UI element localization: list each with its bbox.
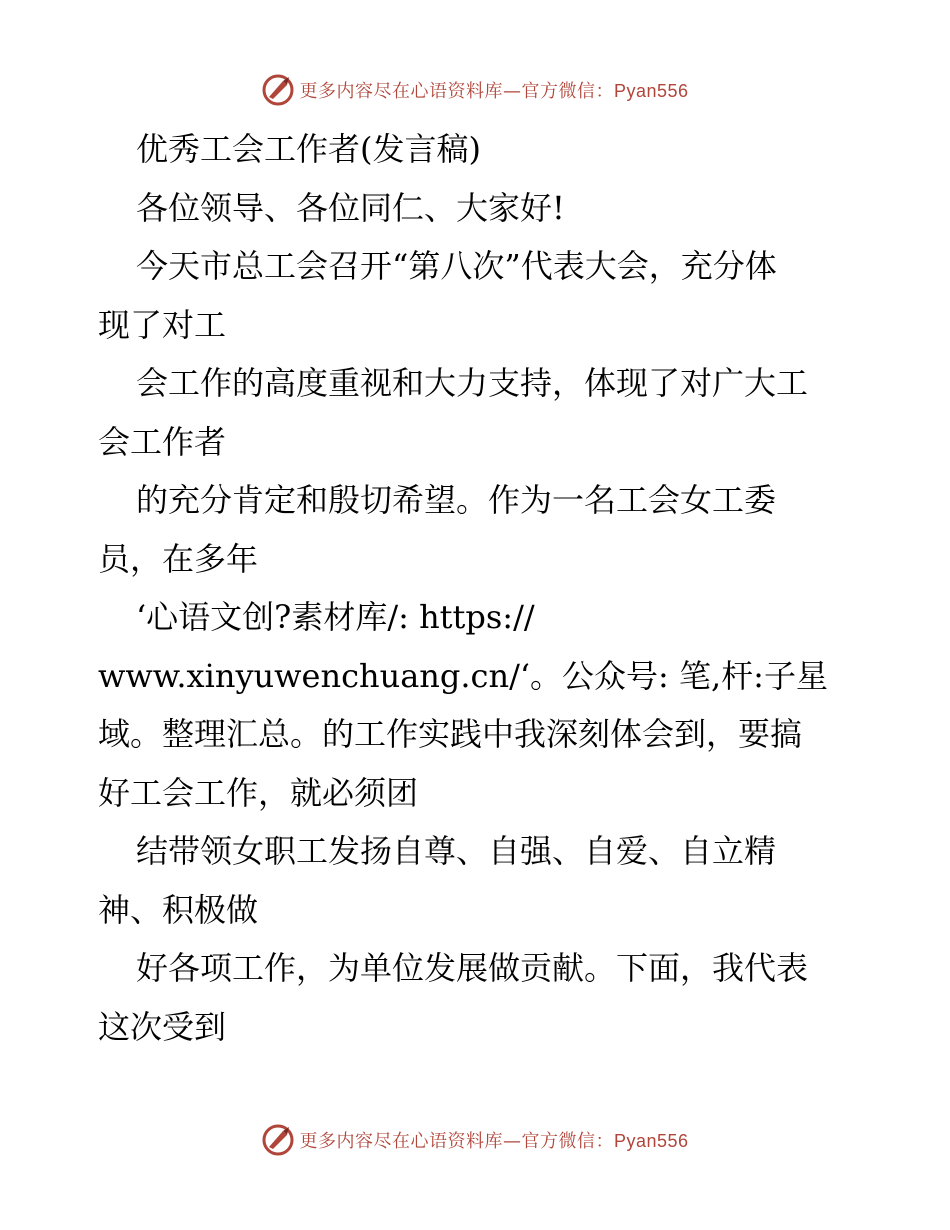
paragraph-line: 神、积极做 (98, 890, 259, 929)
paragraph-line: 好各项工作，为单位发展做贡献。下面，我代表 (136, 949, 809, 987)
header-watermark-banner (0, 70, 950, 110)
paragraph-line: www.xinyuwenchuang.cn/‘。公众号: 笔,杆:子星 (98, 656, 828, 695)
wechat-handle: Pyan556 (613, 81, 689, 101)
footer-watermark-banner (0, 1120, 950, 1160)
paragraph-line: 这次受到 (98, 1007, 227, 1046)
paragraph-line: 好工会工作，就必须团 (98, 773, 419, 812)
paragraph-line: 现了对工 (98, 305, 227, 344)
document-body (98, 120, 858, 1056)
paragraph-line: 会工作者 (98, 422, 227, 461)
document-title: 优秀工会工作者(发言稿) (136, 130, 481, 168)
quill-pen-logo-icon (261, 1123, 295, 1157)
paragraph-line: 域。整理汇总。的工作实践中我深刻体会到，要搞 (98, 715, 803, 753)
paragraph-line: ‘心语文创?素材库/: https:// (136, 598, 535, 636)
paragraph-line: 的充分肯定和殷切希望。作为一名工会女工委 (136, 481, 777, 519)
watermark-text: 更多内容尽在心语资料库—官方微信：Pyan556 (299, 81, 689, 102)
paragraph-line: 各位领导、各位同仁、大家好! (136, 188, 565, 227)
paragraph-line: 员，在多年 (98, 539, 259, 578)
quill-pen-logo-icon (261, 73, 295, 107)
paragraph-line: 结带领女职工发扬自尊、自强、自爱、自立精 (136, 832, 777, 870)
watermark-text: 更多内容尽在心语资料库—官方微信：Pyan556 (299, 1131, 689, 1152)
paragraph-line: 会工作的高度重视和大力支持，体现了对广大工 (136, 364, 809, 402)
wechat-handle: Pyan556 (613, 1131, 689, 1151)
paragraph-line: 今天市总工会召开“第八次”代表大会，充分体 (136, 247, 777, 285)
